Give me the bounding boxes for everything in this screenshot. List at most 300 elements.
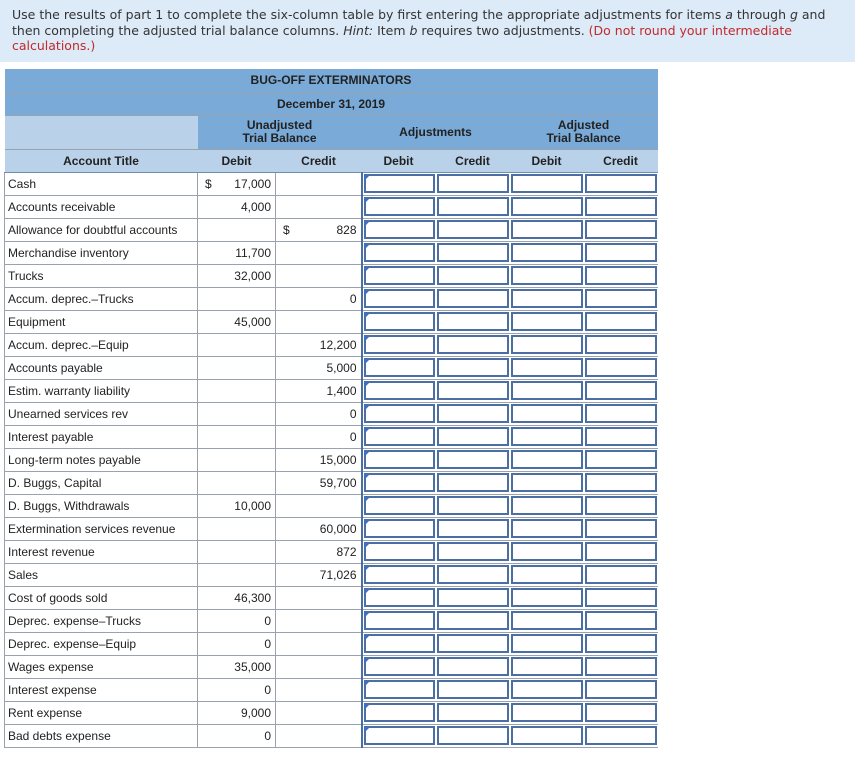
adjtb-credit-input-cell	[584, 264, 658, 287]
item-g-label: g	[789, 7, 798, 22]
adjtb-credit-input[interactable]	[585, 266, 657, 285]
adjtb-credit-input-cell	[584, 471, 658, 494]
adj-debit-input-cell	[362, 402, 436, 425]
unadj-credit-sign	[276, 310, 302, 333]
adjtb-debit-input[interactable]	[511, 519, 583, 538]
unadj-credit-sign	[276, 356, 302, 379]
unadj-debit-sign	[198, 310, 224, 333]
unadj-debit-value	[224, 356, 276, 379]
unadj-debit-sign	[198, 655, 224, 678]
adj-debit-input-cell	[362, 586, 436, 609]
adjtb-credit-input-cell	[584, 195, 658, 218]
unadj-debit-value: 35,000	[224, 655, 276, 678]
adjtb-debit-input[interactable]	[511, 634, 583, 653]
adjtb-credit-input[interactable]	[585, 726, 657, 745]
account-row	[5, 356, 658, 379]
unadj-debit-sign: $	[198, 172, 224, 195]
adj-credit-input[interactable]	[437, 427, 509, 446]
account-row	[5, 333, 658, 356]
adjtb-debit-input[interactable]	[511, 220, 583, 239]
adj-credit-input[interactable]	[437, 611, 509, 630]
unadj-credit-value	[302, 310, 362, 333]
unadj-debit-value	[224, 540, 276, 563]
adjtb-credit-input-cell	[584, 609, 658, 632]
adjtb-debit-input[interactable]	[511, 312, 583, 331]
adjtb-credit-input[interactable]	[585, 312, 657, 331]
unadj-debit-sign	[198, 241, 224, 264]
account-row	[5, 448, 658, 471]
adj-credit-input[interactable]	[437, 519, 509, 538]
adj-debit-input[interactable]	[364, 335, 435, 354]
unadj-debit-value	[224, 379, 276, 402]
adj-credit-input-cell	[436, 586, 510, 609]
adj-debit-input[interactable]	[364, 473, 435, 492]
adj-credit-input-cell	[436, 310, 510, 333]
adjtb-debit-input-cell	[510, 356, 584, 379]
account-title: Cash	[5, 172, 198, 195]
adjtb-credit-input[interactable]	[585, 381, 657, 400]
unadj-credit-sign	[276, 448, 302, 471]
adjtb-credit-input-cell	[584, 333, 658, 356]
unadj-credit-sign	[276, 586, 302, 609]
adj-debit-input[interactable]	[364, 450, 435, 469]
adj-credit-input[interactable]	[437, 220, 509, 239]
unadj-debit-value: 0	[224, 678, 276, 701]
adj-debit-input[interactable]	[364, 220, 435, 239]
adjtb-debit-input-cell	[510, 540, 584, 563]
adj-credit-input[interactable]	[437, 657, 509, 676]
adj-debit-input-cell	[362, 540, 436, 563]
adj-debit-input-cell	[362, 471, 436, 494]
adj-debit-input[interactable]	[364, 519, 435, 538]
adj-debit-input[interactable]	[364, 312, 435, 331]
adjtb-debit-input-cell	[510, 402, 584, 425]
adj-debit-input-cell	[362, 356, 436, 379]
adjtb-credit-input-cell	[584, 517, 658, 540]
instructions-text: and then completing the adjusted trial balance columns.	[12, 7, 826, 38]
item-a-label: a	[725, 7, 733, 22]
account-title: Unearned services rev	[5, 402, 198, 425]
unadj-credit-sign	[276, 632, 302, 655]
unadj-debit-value: 4,000	[224, 195, 276, 218]
adjtb-credit-input[interactable]	[585, 335, 657, 354]
adj-credit-input-cell	[436, 402, 510, 425]
adjtb-debit-input-cell	[510, 448, 584, 471]
adj-credit-input-cell	[436, 333, 510, 356]
adj-credit-input-cell	[436, 356, 510, 379]
adjtb-debit-input[interactable]	[511, 404, 583, 423]
adjtb-debit-input-cell	[510, 724, 584, 747]
adj-debit-input[interactable]	[364, 427, 435, 446]
adj-debit-input-cell	[362, 678, 436, 701]
unadj-debit-value	[224, 287, 276, 310]
unadj-debit-value: 0	[224, 632, 276, 655]
adjtb-credit-input[interactable]	[585, 657, 657, 676]
unadj-credit-sign	[276, 517, 302, 540]
adjusted-tb-line2: Trial Balance	[546, 131, 621, 145]
account-title: Accum. deprec.–Equip	[5, 333, 198, 356]
unadj-credit-value: 1,400	[302, 379, 362, 402]
adjtb-debit-input-cell	[510, 333, 584, 356]
unadj-credit-sign	[276, 701, 302, 724]
unadj-debit-value	[224, 402, 276, 425]
adjtb-debit-input[interactable]	[511, 726, 583, 745]
adj-debit-input[interactable]	[364, 197, 435, 216]
adj-credit-input[interactable]	[437, 680, 509, 699]
adj-debit-input[interactable]	[364, 404, 435, 423]
unadj-credit-value: 59,700	[302, 471, 362, 494]
adjtb-credit-input[interactable]	[585, 174, 657, 193]
adjtb-credit-header: Credit	[584, 149, 658, 172]
adj-debit-input[interactable]	[364, 174, 435, 193]
adjtb-debit-input-cell	[510, 379, 584, 402]
unadj-credit-value: 872	[302, 540, 362, 563]
adj-credit-input-cell	[436, 448, 510, 471]
adjusted-tb-line1: Adjusted	[557, 118, 610, 132]
adjtb-credit-input[interactable]	[585, 473, 657, 492]
adj-credit-input[interactable]	[437, 634, 509, 653]
unadj-credit-sign	[276, 264, 302, 287]
adjtb-debit-input[interactable]	[511, 450, 583, 469]
adj-debit-input-cell	[362, 333, 436, 356]
adjtb-credit-input[interactable]	[585, 220, 657, 239]
adj-debit-input-cell	[362, 724, 436, 747]
unadj-credit-value	[302, 724, 362, 747]
adj-credit-input[interactable]	[437, 381, 509, 400]
adjtb-debit-input[interactable]	[511, 680, 583, 699]
unadj-debit-sign	[198, 402, 224, 425]
adjtb-debit-input[interactable]	[511, 381, 583, 400]
account-title: Rent expense	[5, 701, 198, 724]
adjtb-credit-input-cell	[584, 287, 658, 310]
adj-credit-header: Credit	[436, 149, 510, 172]
unadj-debit-sign	[198, 287, 224, 310]
adj-credit-input[interactable]	[437, 565, 509, 584]
unadj-credit-value: 0	[302, 425, 362, 448]
unadj-debit-value: 9,000	[224, 701, 276, 724]
adj-credit-input-cell	[436, 563, 510, 586]
account-row	[5, 264, 658, 287]
adjtb-debit-input-cell	[510, 494, 584, 517]
adj-debit-input-cell	[362, 425, 436, 448]
adj-credit-input[interactable]	[437, 496, 509, 515]
adj-credit-input-cell	[436, 655, 510, 678]
unadj-debit-value: 45,000	[224, 310, 276, 333]
adj-credit-input-cell	[436, 172, 510, 195]
adjtb-credit-input[interactable]	[585, 634, 657, 653]
adjtb-debit-input[interactable]	[511, 335, 583, 354]
six-column-worksheet	[4, 69, 658, 748]
adjtb-debit-input[interactable]	[511, 197, 583, 216]
adjtb-credit-input[interactable]	[585, 358, 657, 377]
adjtb-debit-input[interactable]	[511, 588, 583, 607]
adjtb-debit-input[interactable]	[511, 243, 583, 262]
unadj-credit-sign	[276, 333, 302, 356]
adjtb-debit-input-cell	[510, 471, 584, 494]
unadj-debit-sign	[198, 425, 224, 448]
adj-debit-input-cell	[362, 310, 436, 333]
unadj-credit-value: 0	[302, 287, 362, 310]
adjtb-debit-input[interactable]	[511, 611, 583, 630]
unadj-credit-header: Credit	[276, 149, 362, 172]
unadj-debit-sign	[198, 494, 224, 517]
account-title: D. Buggs, Capital	[5, 471, 198, 494]
adjtb-credit-input-cell	[584, 494, 658, 517]
account-title: Merchandise inventory	[5, 241, 198, 264]
account-title: Interest payable	[5, 425, 198, 448]
adjtb-credit-input[interactable]	[585, 404, 657, 423]
adj-credit-input[interactable]	[437, 174, 509, 193]
adjtb-credit-input-cell	[584, 724, 658, 747]
unadj-credit-sign	[276, 425, 302, 448]
adjtb-credit-input-cell	[584, 586, 658, 609]
adjtb-debit-input[interactable]	[511, 542, 583, 561]
adjtb-debit-input[interactable]	[511, 657, 583, 676]
adj-credit-input-cell	[436, 241, 510, 264]
unadj-credit-value	[302, 655, 362, 678]
adjtb-credit-input-cell	[584, 310, 658, 333]
account-row	[5, 494, 658, 517]
adjtb-credit-input-cell	[584, 701, 658, 724]
adjtb-credit-input[interactable]	[585, 496, 657, 515]
unadj-debit-sign	[198, 701, 224, 724]
unadj-credit-value	[302, 195, 362, 218]
adj-credit-input[interactable]	[437, 243, 509, 262]
adj-credit-input[interactable]	[437, 703, 509, 722]
account-title: Estim. warranty liability	[5, 379, 198, 402]
adjtb-debit-input-cell	[510, 609, 584, 632]
adj-credit-input-cell	[436, 195, 510, 218]
adjtb-credit-input[interactable]	[585, 519, 657, 538]
adjtb-debit-input[interactable]	[511, 496, 583, 515]
unadj-debit-sign	[198, 724, 224, 747]
unadj-credit-sign	[276, 241, 302, 264]
unadj-credit-value	[302, 701, 362, 724]
adj-credit-input[interactable]	[437, 588, 509, 607]
adj-debit-input[interactable]	[364, 703, 435, 722]
adjtb-credit-input[interactable]	[585, 197, 657, 216]
adjtb-credit-input-cell	[584, 379, 658, 402]
adjtb-credit-input-cell	[584, 448, 658, 471]
unadjusted-tb-line1: Unadjusted	[246, 118, 313, 132]
unadj-credit-value: 12,200	[302, 333, 362, 356]
adjtb-credit-input-cell	[584, 356, 658, 379]
adjtb-credit-input-cell	[584, 425, 658, 448]
unadj-debit-sign	[198, 517, 224, 540]
adjtb-debit-input[interactable]	[511, 289, 583, 308]
account-title: Allowance for doubtful accounts	[5, 218, 198, 241]
adjtb-debit-input[interactable]	[511, 473, 583, 492]
adjtb-credit-input-cell	[584, 402, 658, 425]
adj-credit-input[interactable]	[437, 197, 509, 216]
unadj-debit-value: 0	[224, 609, 276, 632]
adjtb-debit-input-cell	[510, 425, 584, 448]
account-row	[5, 379, 658, 402]
adjtb-credit-input-cell	[584, 218, 658, 241]
adjtb-debit-input[interactable]	[511, 427, 583, 446]
adjtb-credit-input-cell	[584, 678, 658, 701]
unadj-credit-sign	[276, 287, 302, 310]
adj-debit-input-cell	[362, 632, 436, 655]
adj-debit-input[interactable]	[364, 266, 435, 285]
adjtb-credit-input[interactable]	[585, 588, 657, 607]
adjtb-credit-input-cell	[584, 540, 658, 563]
adjustments-header: Adjustments	[362, 115, 510, 149]
unadj-credit-sign	[276, 471, 302, 494]
unadj-credit-value	[302, 586, 362, 609]
unadj-credit-sign	[276, 609, 302, 632]
adj-credit-input[interactable]	[437, 358, 509, 377]
unadj-credit-value: 5,000	[302, 356, 362, 379]
adj-credit-input[interactable]	[437, 266, 509, 285]
adj-debit-input[interactable]	[364, 680, 435, 699]
adjtb-debit-input[interactable]	[511, 565, 583, 584]
unadj-credit-value: 15,000	[302, 448, 362, 471]
adjtb-debit-input-cell	[510, 195, 584, 218]
adj-debit-input[interactable]	[364, 289, 435, 308]
adj-debit-input-cell	[362, 287, 436, 310]
adj-credit-input[interactable]	[437, 289, 509, 308]
adjtb-credit-input[interactable]	[585, 542, 657, 561]
account-title: Interest revenue	[5, 540, 198, 563]
adjtb-credit-input-cell	[584, 655, 658, 678]
adj-credit-input[interactable]	[437, 726, 509, 745]
account-title: Accounts receivable	[5, 195, 198, 218]
unadj-credit-value	[302, 609, 362, 632]
adjtb-credit-input[interactable]	[585, 565, 657, 584]
adj-credit-input[interactable]	[437, 335, 509, 354]
unadj-debit-sign	[198, 586, 224, 609]
adj-debit-input[interactable]	[364, 542, 435, 561]
adj-debit-input-cell	[362, 517, 436, 540]
adj-debit-input[interactable]	[364, 611, 435, 630]
adj-credit-input-cell	[436, 264, 510, 287]
adj-debit-input-cell	[362, 218, 436, 241]
adj-debit-input[interactable]	[364, 634, 435, 653]
adj-credit-input[interactable]	[437, 450, 509, 469]
instructions-text: requires two adjustments.	[417, 22, 589, 38]
adjtb-debit-input-cell	[510, 241, 584, 264]
unadj-debit-sign	[198, 356, 224, 379]
unadj-credit-sign	[276, 402, 302, 425]
adj-debit-input[interactable]	[364, 588, 435, 607]
adjtb-debit-input-cell	[510, 517, 584, 540]
instructions-text: through	[732, 7, 790, 22]
adj-debit-input[interactable]	[364, 657, 435, 676]
adj-debit-input-cell	[362, 494, 436, 517]
hint-label: Hint:	[343, 22, 374, 38]
adj-debit-input-cell	[362, 701, 436, 724]
unadjusted-tb-line2: Trial Balance	[242, 131, 317, 145]
adj-credit-input[interactable]	[437, 312, 509, 331]
adj-debit-input-cell	[362, 655, 436, 678]
adj-debit-input[interactable]	[364, 726, 435, 745]
adj-credit-input-cell	[436, 494, 510, 517]
adjtb-credit-input[interactable]	[585, 427, 657, 446]
account-title: Wages expense	[5, 655, 198, 678]
adj-debit-input[interactable]	[364, 381, 435, 400]
account-row	[5, 540, 658, 563]
account-title: Deprec. expense–Trucks	[5, 609, 198, 632]
adj-debit-input-cell	[362, 172, 436, 195]
adjtb-credit-input[interactable]	[585, 289, 657, 308]
adj-credit-input-cell	[436, 678, 510, 701]
unadj-credit-value	[302, 172, 362, 195]
adjtb-credit-input[interactable]	[585, 243, 657, 262]
account-row	[5, 655, 658, 678]
unadj-debit-value	[224, 517, 276, 540]
unadjusted-tb-header	[198, 115, 362, 149]
unadj-credit-value: 828	[302, 218, 362, 241]
adj-credit-input-cell	[436, 632, 510, 655]
account-row	[5, 609, 658, 632]
unadj-credit-sign	[276, 540, 302, 563]
adj-credit-input-cell	[436, 425, 510, 448]
account-row	[5, 678, 658, 701]
adjtb-debit-input-cell	[510, 218, 584, 241]
adjtb-debit-input-cell	[510, 632, 584, 655]
account-title-header: Account Title	[5, 149, 198, 172]
account-title: Equipment	[5, 310, 198, 333]
unadj-credit-value	[302, 494, 362, 517]
adjtb-credit-input[interactable]	[585, 703, 657, 722]
unadj-credit-sign	[276, 678, 302, 701]
company-name: BUG-OFF EXTERMINATORS	[5, 69, 658, 92]
adjusted-tb-header	[510, 115, 658, 149]
adj-debit-input[interactable]	[364, 496, 435, 515]
adjtb-credit-input[interactable]	[585, 680, 657, 699]
adjtb-debit-input-cell	[510, 310, 584, 333]
unadj-debit-sign	[198, 540, 224, 563]
adjtb-debit-input[interactable]	[511, 358, 583, 377]
unadj-credit-value	[302, 678, 362, 701]
unadj-credit-sign	[276, 724, 302, 747]
adjtb-debit-input-cell	[510, 287, 584, 310]
adj-credit-input-cell	[436, 724, 510, 747]
adjtb-debit-input-cell	[510, 172, 584, 195]
adjtb-credit-input[interactable]	[585, 450, 657, 469]
adj-credit-input[interactable]	[437, 473, 509, 492]
adj-credit-input-cell	[436, 287, 510, 310]
adj-debit-input[interactable]	[364, 565, 435, 584]
account-row	[5, 471, 658, 494]
unadj-debit-sign	[198, 264, 224, 287]
unadj-credit-sign	[276, 655, 302, 678]
adj-debit-input-cell	[362, 241, 436, 264]
adj-credit-input-cell	[436, 517, 510, 540]
unadj-debit-value: 10,000	[224, 494, 276, 517]
adjtb-debit-input-cell	[510, 655, 584, 678]
adjtb-debit-input[interactable]	[511, 703, 583, 722]
adj-credit-input[interactable]	[437, 404, 509, 423]
adjtb-debit-input[interactable]	[511, 266, 583, 285]
unadj-credit-sign	[276, 379, 302, 402]
account-title: Accum. deprec.–Trucks	[5, 287, 198, 310]
unadj-debit-sign	[198, 333, 224, 356]
unadj-debit-value: 11,700	[224, 241, 276, 264]
adj-debit-input-cell	[362, 379, 436, 402]
adj-debit-input[interactable]	[364, 243, 435, 262]
unadj-credit-value: 71,026	[302, 563, 362, 586]
unadj-debit-sign	[198, 609, 224, 632]
adjtb-debit-input[interactable]	[511, 174, 583, 193]
adj-debit-input[interactable]	[364, 358, 435, 377]
adjtb-debit-input-cell	[510, 701, 584, 724]
adjtb-credit-input[interactable]	[585, 611, 657, 630]
adj-credit-input[interactable]	[437, 542, 509, 561]
adj-credit-input-cell	[436, 218, 510, 241]
account-row	[5, 172, 658, 195]
